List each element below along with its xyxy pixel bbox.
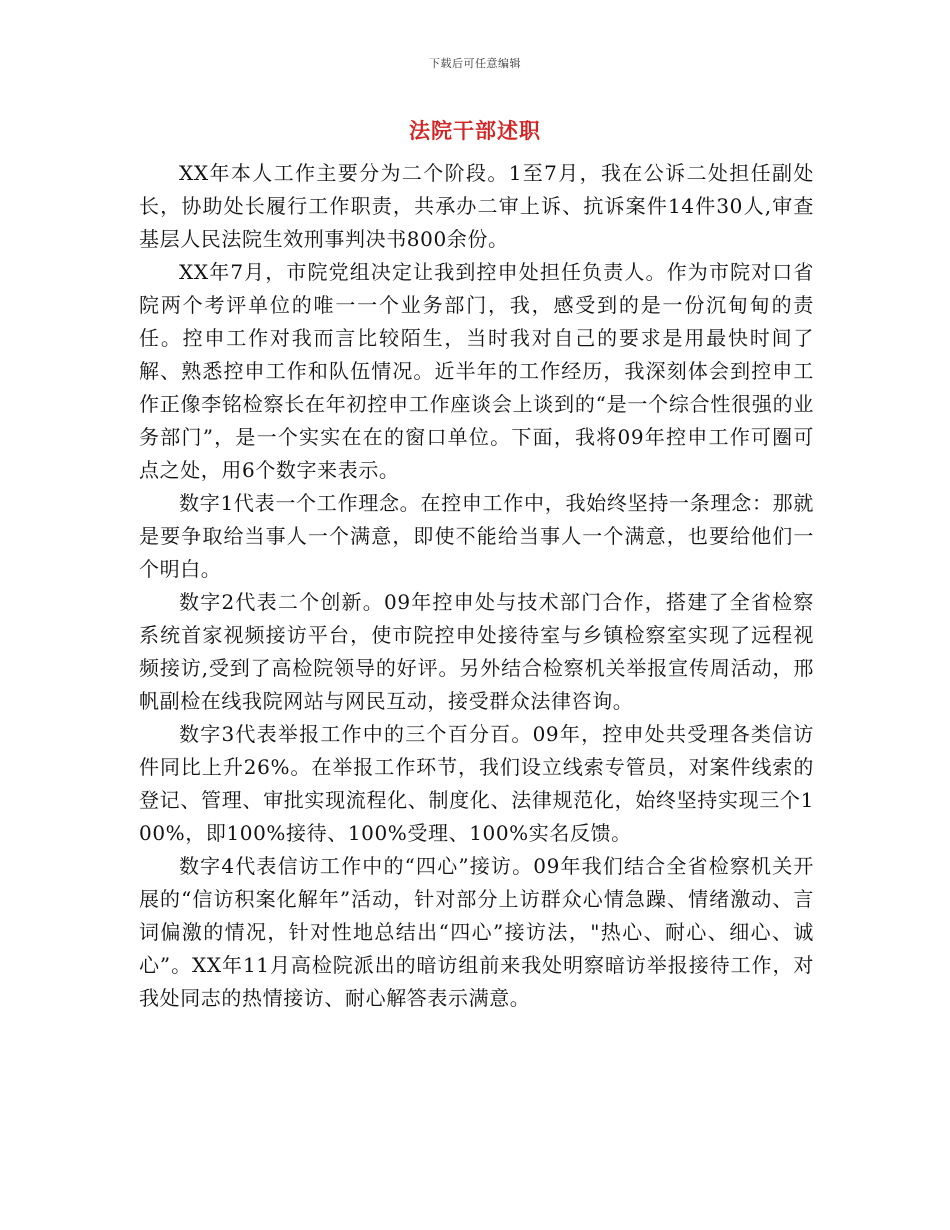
document-title: 法院干部述职 <box>409 119 541 143</box>
paragraph: XX年7月，市院党组决定让我到控申处担任负责人。作为市院对口省院两个考评单位的唯一一个业务部门，我，感受到的是一份沉甸甸的责任。控申工作对我而言比较陌生，当时我对自己的要求是用最快时间了解、熟悉控申工作和队伍情况。近半年的工作经历，我深刻体会到控申工作正像李铭检察长在年初控申工作座谈会上谈到的“是一个综合性很强的业务部门”，是一个实实在在的窗口单位。下面，我将09年控申工作可圈可点之处，用6个数字来表示。 <box>139 260 814 482</box>
paragraph: XX年本人工作主要分为二个阶段。1至7月，我在公诉二处担任副处长，协助处长履行工作职责，共承办二审上诉、抗诉案件14件30人,审查基层人民法院生效刑事判决书800余份。 <box>139 161 814 251</box>
paragraph: 数字2代表二个创新。09年控申处与技术部门合作，搭建了全省检察系统首家视频接访平台，使市院控申处接待室与乡镇检察室实现了远程视频接访,受到了高检院领导的好评。另外结合检察机关举报宣传周活动，邢帆副检在线我院网站与网民互动，接受群众法律咨询。 <box>139 590 814 713</box>
document-body <box>139 157 814 1015</box>
header-note: 下载后可任意编辑 <box>429 57 521 70</box>
paragraph: 数字3代表举报工作中的三个百分百。09年，控申处共受理各类信访件同比上升26%。在举报工作环节，我们设立线索专管员，对案件线索的登记、管理、审批实现流程化、制度化、法律规范化，始终坚持实现三个100%，即100%接待、100%受理、100%实名反馈。 <box>139 722 814 845</box>
paragraph: 数字4代表信访工作中的“四心”接访。09年我们结合全省检察机关开展的“信访积案化解年”活动，针对部分上访群众心情急躁、情绪激动、言词偏激的情况，针对性地总结出“四心”接访法，"热心、耐心、细心、诚心”。XX年11月高检院派出的暗访组前来我处明察暗访举报接待工作，对我处同志的热情接访、耐心解答表示满意。 <box>139 854 814 1010</box>
paragraph: 数字1代表一个工作理念。在控申工作中，我始终坚持一条理念：那就是要争取给当事人一个满意，即使不能给当事人一个满意，也要给他们一个明白。 <box>139 491 814 581</box>
